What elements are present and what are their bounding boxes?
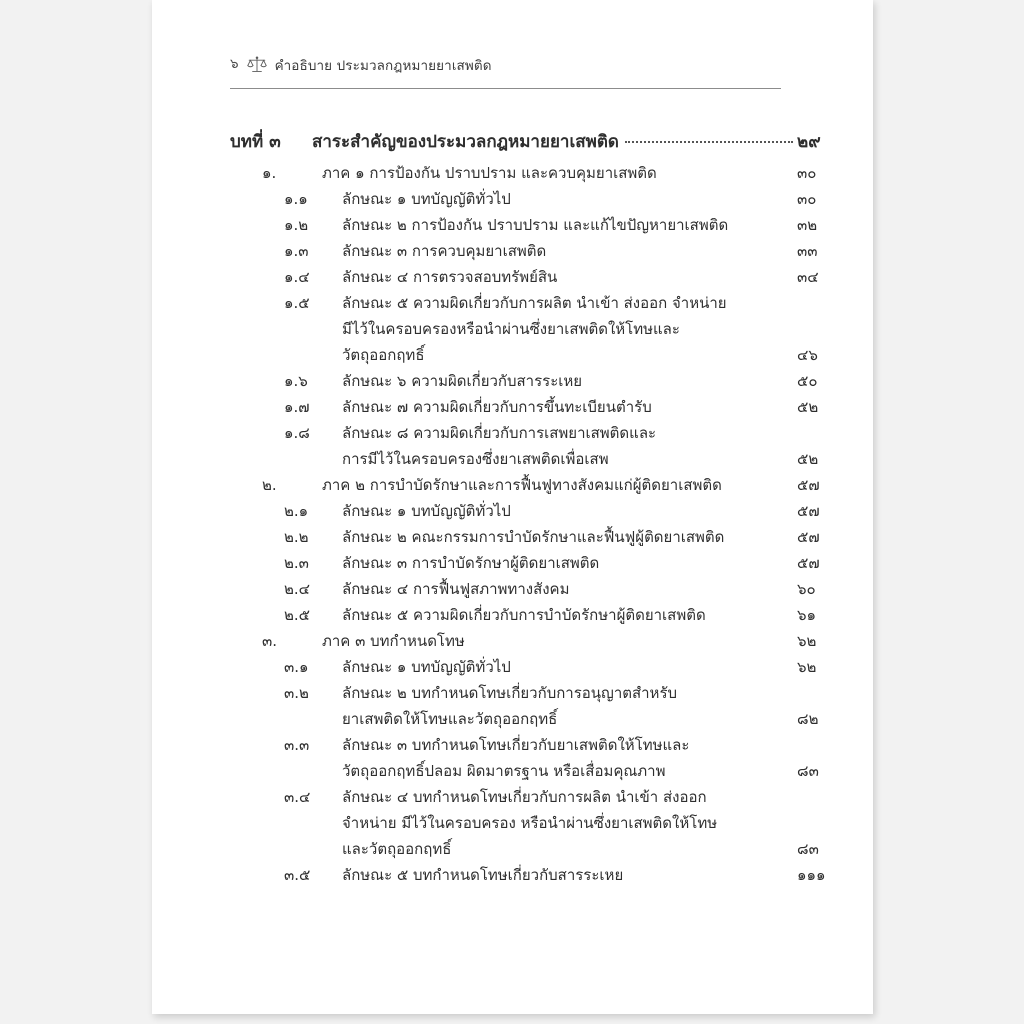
toc-entry-page: ๖๒ xyxy=(797,658,817,676)
toc-entry-page: ๓๐ xyxy=(797,190,817,208)
running-head xyxy=(230,52,790,78)
toc-entry-number: ๓.๔ xyxy=(284,788,311,806)
toc-entry-continuation-row xyxy=(152,758,873,784)
toc-entry-number: ๓. xyxy=(262,632,278,650)
toc-entry-page: ๓๔ xyxy=(797,268,819,286)
toc-chapter-row xyxy=(152,126,873,158)
toc-entry-row xyxy=(152,394,873,420)
toc-entry-page: ๖๒ xyxy=(797,632,817,650)
toc-entry-page: ๕๗ xyxy=(797,554,820,572)
page-sheet xyxy=(152,0,873,1014)
toc-entry-number: ๒.๑ xyxy=(284,502,309,520)
toc-entry-text: ลักษณะ ๖ ความผิดเกี่ยวกับสารระเหย xyxy=(342,372,583,390)
toc-entry-text: ลักษณะ ๑ บทบัญญัติทั่วไป xyxy=(342,502,511,520)
toc-entry-continuation-row xyxy=(152,446,873,472)
toc-entry-page: ๕๐ xyxy=(797,372,818,390)
toc-entry-text: จำหน่าย มีไว้ในครอบครอง หรือนำผ่านซึ่งยาเสพติดให้โทษ xyxy=(342,814,718,832)
toc-entry-row xyxy=(152,602,873,628)
toc-entry-row xyxy=(152,654,873,680)
toc-entry-list xyxy=(152,160,873,888)
toc-entry-text: ลักษณะ ๓ การควบคุมยาเสพติด xyxy=(342,242,547,260)
toc-entry-row xyxy=(152,420,873,446)
toc-entry-number: ๑.๑ xyxy=(284,190,308,208)
toc-entry-number: ๑.๕ xyxy=(284,294,310,312)
toc-chapter-title: สาระสำคัญของประมวลกฎหมายยาเสพติด xyxy=(312,132,619,152)
toc-entry-row xyxy=(152,472,873,498)
toc-entry-number: ๑.๖ xyxy=(284,372,308,390)
toc-entry-number: ๓.๒ xyxy=(284,684,309,702)
toc-entry-text: มีไว้ในครอบครองหรือนำผ่านซึ่งยาเสพติดให้โทษและ xyxy=(342,320,680,338)
toc-entry-number: ๑.๓ xyxy=(284,242,309,260)
toc-entry-number: ๑.๘ xyxy=(284,424,310,442)
toc-entry-text: ลักษณะ ๗ ความผิดเกี่ยวกับการขึ้นทะเบียนตำรับ xyxy=(342,398,652,416)
toc-entry-page: ๑๑๑ xyxy=(797,866,826,884)
toc-entry-row xyxy=(152,238,873,264)
toc-entry-text: ภาค ๑ การป้องกัน ปราบปราม และควบคุมยาเสพติด xyxy=(322,164,657,182)
toc-entry-number: ๑.๔ xyxy=(284,268,310,286)
toc-entry-text: การมีไว้ในครอบครองซึ่งยาเสพติดเพื่อเสพ xyxy=(342,450,609,468)
toc-entry-text: ลักษณะ ๓ บทกำหนดโทษเกี่ยวกับยาเสพติดให้โทษและ xyxy=(342,736,690,754)
toc-entry-row xyxy=(152,368,873,394)
toc-entry-page: ๓๒ xyxy=(797,216,818,234)
toc-entry-row xyxy=(152,680,873,706)
toc-entry-text: ลักษณะ ๔ บทกำหนดโทษเกี่ยวกับการผลิต นำเข้า ส่งออก xyxy=(342,788,707,806)
toc-entry-number: ๒.๕ xyxy=(284,606,311,624)
toc-entry-text: ลักษณะ ๑ บทบัญญัติทั่วไป xyxy=(342,190,511,208)
toc-entry-text: ลักษณะ ๒ การป้องกัน ปราบปราม และแก้ไขปัญหายาเสพติด xyxy=(342,216,729,234)
toc-chapter-number: บทที่ ๓ xyxy=(230,132,281,152)
toc-entry-row xyxy=(152,732,873,758)
toc-chapter-page: ๒๙ xyxy=(797,132,821,152)
toc-entry-text: ลักษณะ ๒ บทกำหนดโทษเกี่ยวกับการอนุญาตสำหรับ xyxy=(342,684,678,702)
toc-entry-text: ลักษณะ ๔ การฟื้นฟูสภาพทางสังคม xyxy=(342,580,570,598)
toc-entry-text: ลักษณะ ๕ ความผิดเกี่ยวกับการผลิต นำเข้า ส่งออก จำหน่าย xyxy=(342,294,727,312)
toc-entry-number: ๑.๗ xyxy=(284,398,310,416)
toc-entry-row xyxy=(152,290,873,316)
toc-entry-continuation-row xyxy=(152,342,873,368)
toc-entry-row xyxy=(152,524,873,550)
toc-entry-page: ๕๗ xyxy=(797,502,820,520)
toc-entry-row xyxy=(152,264,873,290)
toc-entry-row xyxy=(152,784,873,810)
toc-entry-text: ลักษณะ ๒ คณะกรรมการบำบัดรักษาและฟื้นฟูผู้ติดยาเสพติด xyxy=(342,528,725,546)
toc-entry-text: ภาค ๒ การบำบัดรักษาและการฟื้นฟูทางสังคมแก่ผู้ติดยาเสพติด xyxy=(322,476,722,494)
toc-entry-number: ๑.๒ xyxy=(284,216,309,234)
toc-entry-number: ๒.๓ xyxy=(284,554,309,572)
toc-entry-text: วัตถุออกฤทธิ์ปลอม ผิดมาตรฐาน หรือเสื่อมคุณภาพ xyxy=(342,762,666,780)
toc-entry-number: ๒.๒ xyxy=(284,528,309,546)
toc-entry-row xyxy=(152,628,873,654)
toc-entry-page: ๔๖ xyxy=(797,346,818,364)
toc-entry-number: ๒. xyxy=(262,476,277,494)
toc-entry-text: ภาค ๓ บทกำหนดโทษ xyxy=(322,632,465,650)
toc-entry-page: ๕๗ xyxy=(797,528,820,546)
scales-of-justice-icon xyxy=(246,55,268,75)
toc-entry-page: ๖๑ xyxy=(797,606,817,624)
toc-entry-text: ลักษณะ ๑ บทบัญญัติทั่วไป xyxy=(342,658,511,676)
toc-chapter-title-wrap xyxy=(312,126,797,158)
folio-number: ๖ xyxy=(230,56,239,73)
toc-entry-number: ๓.๕ xyxy=(284,866,311,884)
toc-entry-text: และวัตถุออกฤทธิ์ xyxy=(342,840,452,858)
toc-entry-row xyxy=(152,212,873,238)
toc-entry-text: ยาเสพติดให้โทษและวัตถุออกฤทธิ์ xyxy=(342,710,558,728)
toc-entry-text: ลักษณะ ๔ การตรวจสอบทรัพย์สิน xyxy=(342,268,558,286)
toc-entry-page: ๖๐ xyxy=(797,580,816,598)
toc-entry-continuation-row xyxy=(152,316,873,342)
toc-entry-page: ๕๗ xyxy=(797,476,820,494)
toc-entry-row xyxy=(152,160,873,186)
toc-entry-row xyxy=(152,862,873,888)
toc-entry-row xyxy=(152,576,873,602)
toc-entry-page: ๓๐ xyxy=(797,164,817,182)
toc-entry-text: ลักษณะ ๕ บทกำหนดโทษเกี่ยวกับสารระเหย xyxy=(342,866,624,884)
toc-entry-row xyxy=(152,498,873,524)
table-of-contents xyxy=(152,126,873,888)
running-head-title: คำอธิบาย ประมวลกฎหมายยาเสพติด xyxy=(274,58,492,74)
toc-entry-page: ๘๒ xyxy=(797,710,819,728)
toc-entry-page: ๘๓ xyxy=(797,762,819,780)
running-head-rule xyxy=(230,88,781,89)
toc-entry-continuation-row xyxy=(152,810,873,836)
toc-entry-text: ลักษณะ ๘ ความผิดเกี่ยวกับการเสพยาเสพติดและ xyxy=(342,424,657,442)
toc-entry-page: ๓๓ xyxy=(797,242,818,260)
toc-entry-page: ๕๒ xyxy=(797,450,819,468)
toc-entry-row xyxy=(152,186,873,212)
toc-entry-row xyxy=(152,550,873,576)
toc-entry-number: ๒.๔ xyxy=(284,580,311,598)
toc-entry-continuation-row xyxy=(152,706,873,732)
toc-entry-number: ๑. xyxy=(262,164,277,182)
toc-entry-text: ลักษณะ ๕ ความผิดเกี่ยวกับการบำบัดรักษาผู้ติดยาเสพติด xyxy=(342,606,706,624)
toc-entry-text: ลักษณะ ๓ การบำบัดรักษาผู้ติดยาเสพติด xyxy=(342,554,600,572)
toc-entry-number: ๓.๓ xyxy=(284,736,310,754)
dot-leader xyxy=(625,141,793,143)
toc-entry-page: ๘๓ xyxy=(797,840,819,858)
toc-entry-number: ๓.๑ xyxy=(284,658,309,676)
toc-entry-continuation-row xyxy=(152,836,873,862)
toc-entry-text: วัตถุออกฤทธิ์ xyxy=(342,346,425,364)
toc-entry-page: ๕๒ xyxy=(797,398,819,416)
